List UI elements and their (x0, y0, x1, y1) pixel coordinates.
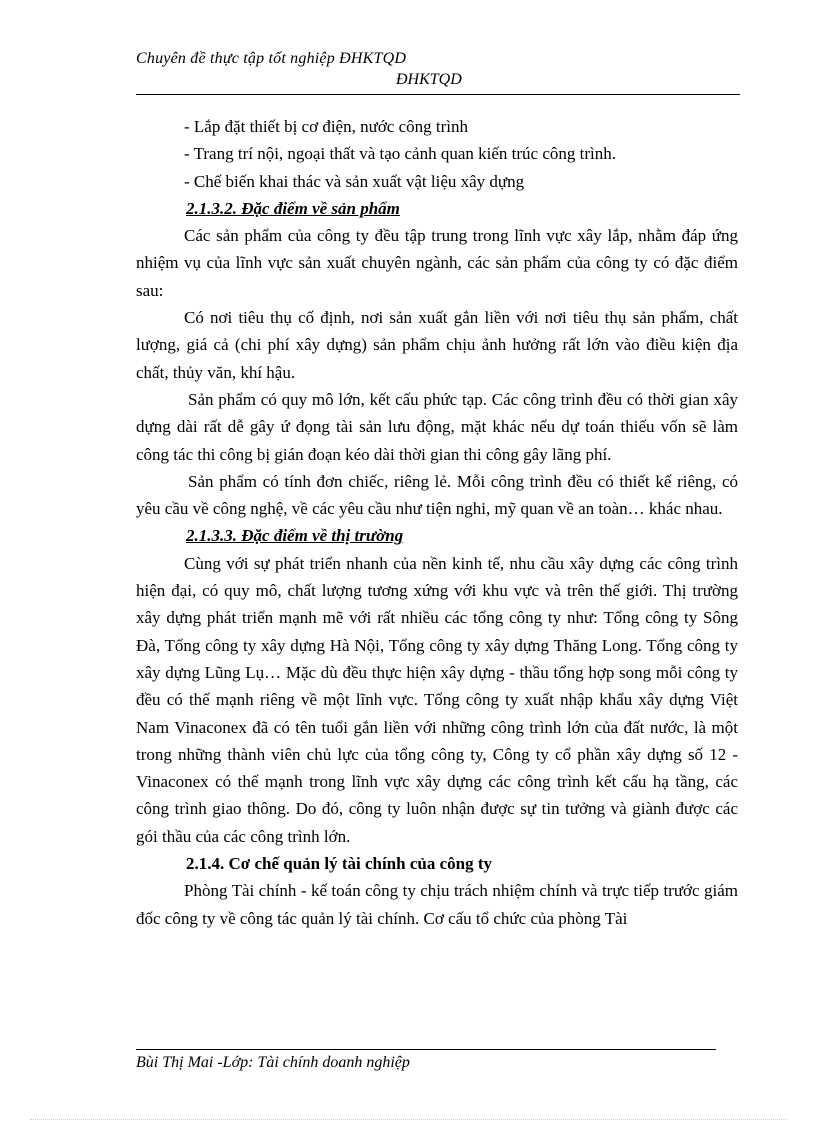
paragraph: Có nơi tiêu thụ cố định, nơi sản xuất gắn liền với nơi tiêu thụ sản phẩm, chất lượng, giá cả (chi phí xây dựng) sản phẩm chịu ảnh hưởng rất lớn vào điều kiện địa chất, thủy văn, khí hậu. (136, 308, 738, 382)
header-subtitle: ĐHKTQD (396, 71, 462, 88)
footer-divider (136, 1049, 716, 1050)
header-title: Chuyên đề thực tập tốt nghiệp ĐHKTQD (136, 50, 407, 67)
bullet-item: - Trang trí nội, ngoại thất và tạo cảnh quan kiến trúc công trình. (184, 144, 616, 164)
page-edge-divider (30, 1119, 786, 1120)
paragraph: Sản phẩm có quy mô lớn, kết cấu phức tạp. Các công trình đều có thời gian xây dựng dài rất dễ gây ứ đọng tài sản lưu động, mặt khác nếu dự toán thiếu vốn sẽ làm công tác thi công bị gián đoạn kéo dài thời gian thi công gây lãng phí. (136, 389, 738, 464)
paragraph: Cùng với sự phát triển nhanh của nền kinh tế, nhu cầu xây dựng các công trình hiện đại, có quy mô, chất lượng tương xứng với khu vực và trên thế giới. Thị trường xây dựng phát triển mạnh mẽ với rất nhiều các tổng công ty như: Tổng công ty Sông Đà, Tổng công ty xây dựng Hà Nội, Tổng công ty xây dựng Thăng Long. Tổng công ty xây dựng Lũng Lụ… Mặc dù đều thực hiện xây dựng - thầu tổng hợp song mỗi công ty đều có thế mạnh riêng về một lĩnh vực. Tổng công ty xuất nhập khẩu xây dựng Việt Nam Vinaconex đã có tên tuổi gắn liền với những công trình lớn của đất nước, là một trong những thành viên chủ lực của tổng công ty, Công ty cổ phần xây dựng số 12 - Vinaconex có thế mạnh trong lĩnh vực xây dựng các công trình kết cấu hạ tầng, các công trình giao thông. Do đó, công ty luôn nhận được sự tin tưởng và giành được các gói thầu của các công trình lớn. (136, 553, 738, 846)
document-body (136, 113, 738, 932)
footer-text: Bùi Thị Mai -Lớp: Tài chính doanh nghiệp (136, 1054, 410, 1071)
section-heading-2132: 2.1.3.2. Đặc điểm về sản phẩm (186, 198, 400, 218)
section-heading-214: 2.1.4. Cơ chế quản lý tài chính của công ty (186, 854, 492, 874)
bullet-item: - Chế biến khai thác và sản xuất vật liệu xây dựng (184, 171, 525, 191)
paragraph: Các sản phẩm của công ty đều tập trung trong lĩnh vực xây lắp, nhằm đáp ứng nhiệm vụ của lĩnh vực sản xuất chuyên ngành, các sản phẩm của công ty có đặc điểm sau: (136, 226, 738, 300)
bullet-item: - Lắp đặt thiết bị cơ điện, nước công trình (184, 117, 469, 136)
header-divider (136, 94, 740, 95)
section-heading-2133: 2.1.3.3. Đặc điểm về thị trường (186, 526, 404, 546)
paragraph: Phòng Tài chính - kế toán công ty chịu trách nhiệm chính và trực tiếp trước giám đốc công ty về công tác quản lý tài chính. Cơ cấu tổ chức của phòng Tài (136, 881, 738, 928)
paragraph: Sản phẩm có tính đơn chiếc, riêng lẻ. Mỗi công trình đều có thiết kế riêng, có yêu cầu về công nghệ, về các yêu cầu như tiện nghi, mỹ quan về an toàn… khác nhau. (136, 471, 738, 519)
